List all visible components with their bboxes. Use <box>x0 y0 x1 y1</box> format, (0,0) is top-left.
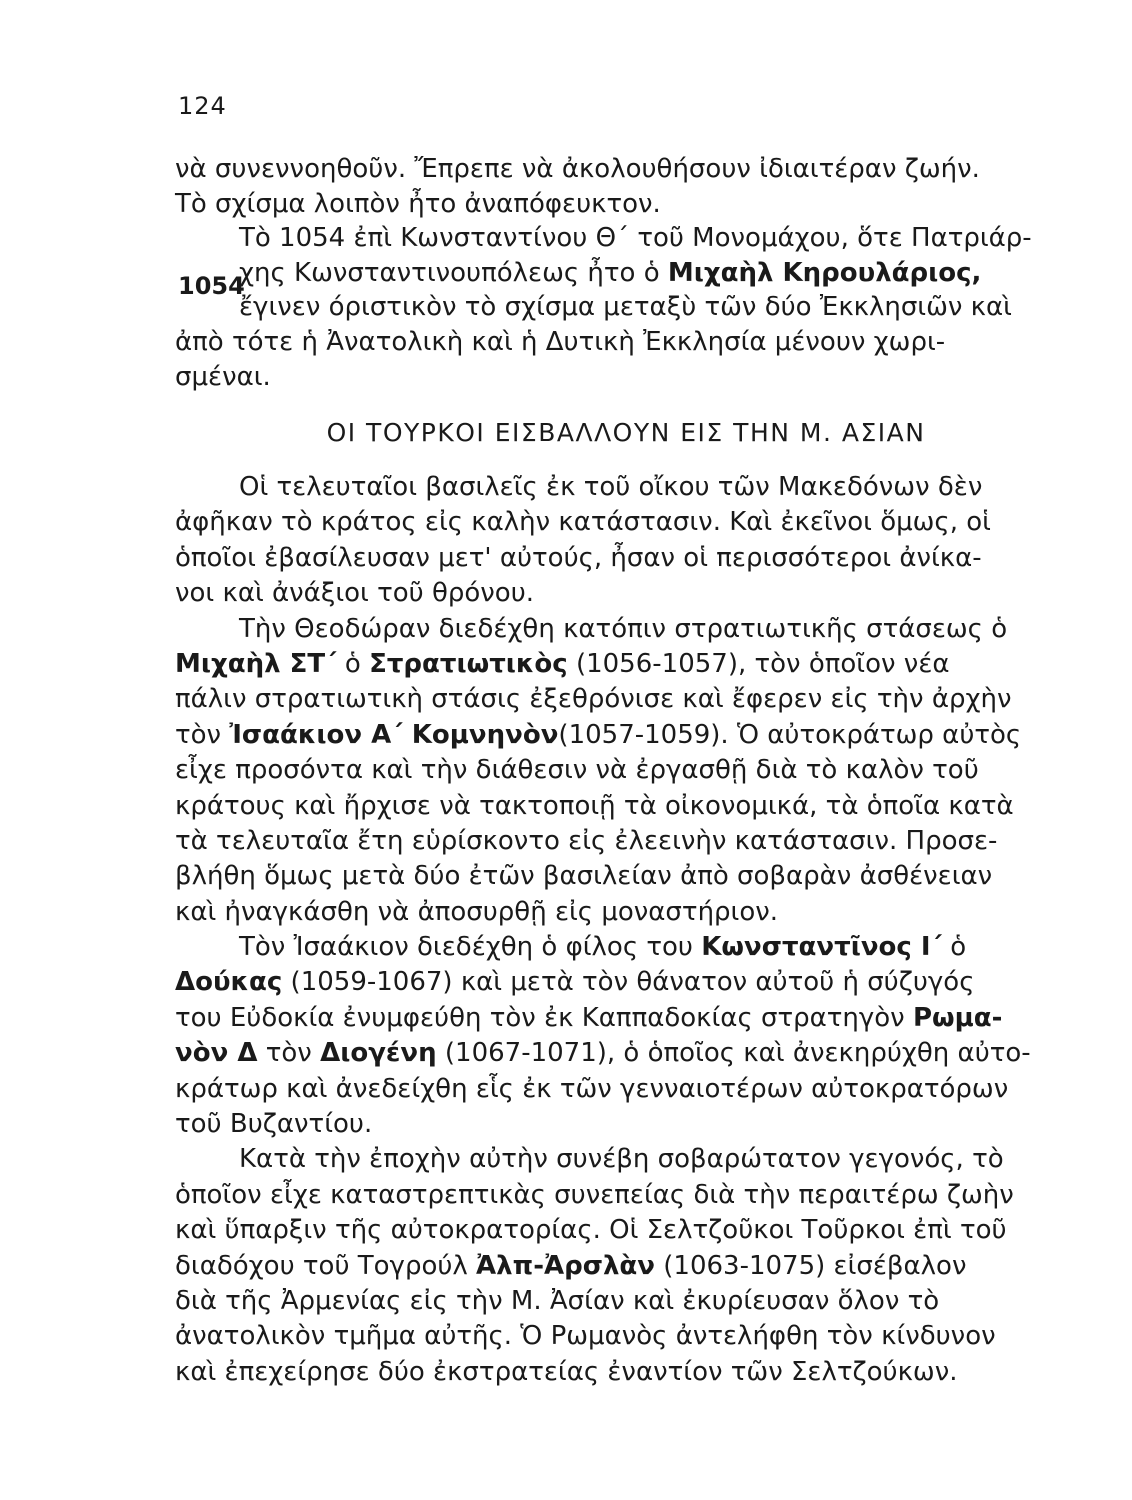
text-span: (1057-1059). Ὁ αὐτοκράτωρ αὐτὸς <box>558 719 1022 750</box>
text-line: σμέναι. <box>175 361 271 392</box>
text-span: (1059-1067) καὶ μετὰ τὸν θάνατον αὐτοῦ ἡ σύζυγός <box>282 967 975 998</box>
bold-name: Δούκας <box>175 967 283 998</box>
text-span: (1067-1071), ὁ ὁποῖος καὶ ἀνεκηρύχθη αὐτο- <box>436 1038 1031 1069</box>
text-line: διὰ τῆς Ἀρμενίας εἰς τὴν Μ. Ἀσίαν καὶ ἐκυρίευσαν ὅλον τὸ <box>175 1285 940 1316</box>
para2-line <box>175 221 1077 256</box>
para3-line <box>175 470 1077 505</box>
text-line <box>175 1036 1031 1070</box>
para6-line <box>175 1355 1077 1390</box>
text-span: (1063-1075) εἰσέβαλον <box>655 1250 967 1281</box>
text-line: πάλιν στρατιωτικὴ στάσις ἐξεθρόνισε καὶ ἔφερεν εἰς τὴν ἀρχὴν <box>175 684 1012 715</box>
para6-line <box>175 1319 1077 1354</box>
bold-name: Κωνσταντῖνος Ι΄ <box>701 932 943 963</box>
text-line: καὶ ἠναγκάσθη νὰ ἀποσυρθῇ εἰς μοναστήριον. <box>175 896 779 927</box>
text-line: νὰ συνεννοηθοῦν. Ἔπρεπε νὰ ἀκολουθήσουν ἰδιαιτέραν ζωήν. <box>175 154 980 184</box>
text-span: τὸν <box>257 1038 321 1069</box>
text-span: ὁ <box>336 648 370 679</box>
para6-line <box>175 1142 1077 1177</box>
text-line: Τὴν Θεοδώραν διεδέχθη κατόπιν στρατιωτικῆς στάσεως ὁ <box>239 613 1008 644</box>
text-line: εἶχε προσόντα καὶ τὴν διάθεσιν νὰ ἐργασθῇ διὰ τὸ καλὸν τοῦ <box>175 755 979 786</box>
text-line: Οἱ τελευταῖοι βασιλεῖς ἐκ τοῦ οἴκου τῶν Μακεδόνων δὲν <box>239 472 983 502</box>
para2-line <box>175 290 1077 325</box>
text-line: ἀφῆκαν τὸ κράτος εἰς καλὴν κατάστασιν. Καὶ ἐκεῖνοι ὅμως, οἱ <box>175 507 991 538</box>
text-line <box>175 1249 966 1283</box>
text-line <box>239 930 966 964</box>
para4-line <box>175 753 1077 788</box>
para6-line <box>175 1249 1077 1284</box>
text-line: ὁποῖον εἶχε καταστρεπτικὰς συνεπείας διὰ τὴν περαιτέρω ζωὴν <box>175 1179 1014 1210</box>
text-line: κράτους καὶ ἤρχισε νὰ τακτοποιῇ τὰ οἰκονομικά, τὰ ὁποῖα κατὰ <box>175 790 1014 821</box>
text-line <box>175 718 1021 752</box>
para1-line <box>175 187 1077 222</box>
text-line: κράτωρ καὶ ἀνεδείχθη εἷς ἐκ τῶν γενναιοτέρων αὐτοκρατόρων <box>175 1073 1009 1104</box>
text-span: χης Κωνσταντινουπόλεως ἦτο ὁ <box>239 257 668 288</box>
text-line: τὰ τελευταῖα ἔτη εὑρίσκοντο εἰς ἐλεεινὴν κατάστασιν. Προσε- <box>175 825 998 856</box>
para5-line <box>175 1107 1077 1142</box>
para5-line <box>175 965 1077 1000</box>
bold-name: Ἀλπ-Ἀρσλὰν <box>476 1250 655 1281</box>
para4-line <box>175 789 1077 824</box>
text-line: καὶ ὕπαρξιν τῆς αὐτοκρατορίας. Οἱ Σελτζοῦκοι Τοῦρκοι ἐπὶ τοῦ <box>175 1215 1007 1246</box>
text-line <box>175 1001 1002 1035</box>
text-line: Τὸ 1054 ἐπὶ Κωνσταντίνου Θ΄ τοῦ Μονομάχου, ὅτε Πατριάρ- <box>239 223 1032 254</box>
para2-line <box>175 360 1077 395</box>
bold-name: Μιχαὴλ ΣΤ΄ <box>175 648 337 679</box>
bold-name: Διογένη <box>320 1038 437 1069</box>
para5-line <box>175 1072 1077 1107</box>
para5-line <box>175 1036 1077 1071</box>
text-span: (1056-1057), τὸν ὁποῖον νέα <box>567 648 950 679</box>
text-line: τοῦ Βυζαντίου. <box>175 1109 373 1140</box>
bold-name: Μιχαὴλ Κηρουλάριος, <box>667 257 982 288</box>
text-line: βλήθη ὅμως μετὰ δύο ἐτῶν βασιλείαν ἀπὸ σοβαρὰν ἀσθένειαν <box>175 861 993 892</box>
text-line: Τὸ σχίσμα λοιπὸν ἦτο ἀναπόφευκτον. <box>175 188 661 219</box>
text-span: Τὸν Ἰσαάκιον διεδέχθη ὁ φίλος του <box>239 932 702 963</box>
para6-line <box>175 1178 1077 1213</box>
para5-line <box>175 1001 1077 1036</box>
text-line: καὶ ἐπεχείρησε δύο ἐκστρατείας ἐναντίον τῶν Σελτζούκων. <box>175 1356 958 1387</box>
text-line: Κατὰ τὴν ἐποχὴν αὐτὴν συνέβη σοβαρώτατον γεγονός, τὸ <box>239 1144 1004 1175</box>
para4-line <box>175 612 1077 647</box>
bold-name: νὸν Δ <box>175 1038 258 1069</box>
text-line <box>239 256 981 290</box>
margin-year-note: 1054 <box>178 272 245 300</box>
bold-name: Στρατιωτικὸς <box>369 648 568 679</box>
para6-line <box>175 1213 1077 1248</box>
text-line: ὁποῖοι ἐβασίλευσαν μετ' αὐτούς, ἦσαν οἱ περισσότεροι ἀνίκα- <box>175 542 982 573</box>
para5-line <box>175 930 1077 965</box>
para4-line <box>175 895 1077 930</box>
para4-line <box>175 718 1077 753</box>
text-block-top <box>175 152 1077 394</box>
para4-line <box>175 682 1077 717</box>
text-span: διαδόχου τοῦ Τογρούλ <box>175 1250 477 1281</box>
text-line <box>175 647 950 681</box>
text-line: ἀνατολικὸν τμῆμα αὐτῆς. Ὁ Ρωμανὸς ἀντελήφθη τὸν κίνδυνον <box>175 1321 996 1352</box>
para3-line <box>175 505 1077 540</box>
bold-name: Ρωμα- <box>912 1002 1003 1033</box>
bold-name: Ἰσαάκιον Α΄ Κομνηνὸν <box>229 719 559 750</box>
para2-line <box>175 325 1077 360</box>
para3-line <box>175 541 1077 576</box>
para3-line <box>175 576 1077 611</box>
text-line: ἀπὸ τότε ἡ Ἀνατολικὴ καὶ ἡ Δυτικὴ Ἐκκλησία μένουν χωρι- <box>175 326 946 357</box>
section-heading: ΟΙ ΤΟΥΡΚΟΙ ΕΙΣΒΑΛΛΟΥΝ ΕΙΣ ΤΗΝ Μ. ΑΣΙΑΝ <box>326 418 926 447</box>
text-line <box>175 965 974 999</box>
text-span: ὁ <box>942 932 967 963</box>
text-line: νοι καὶ ἀνάξιοι τοῦ θρόνου. <box>175 578 535 609</box>
text-line: ἔγινεν όριστικὸν τὸ σχίσμα μεταξὺ τῶν δύο Ἐκκλησιῶν καὶ <box>239 292 1012 323</box>
para2-line <box>175 256 1077 291</box>
para1-line <box>175 152 1077 187</box>
para4-line <box>175 859 1077 894</box>
text-span: του Εὐδοκία ἐνυμφεύθη τὸν ἐκ Καππαδοκίας στρατηγὸν <box>175 1002 913 1033</box>
text-block-main <box>175 470 1077 1390</box>
text-span: τὸν <box>175 719 230 750</box>
para6-line <box>175 1284 1077 1319</box>
para4-line <box>175 824 1077 859</box>
page-number: 124 <box>178 92 227 120</box>
para4-line <box>175 647 1077 682</box>
